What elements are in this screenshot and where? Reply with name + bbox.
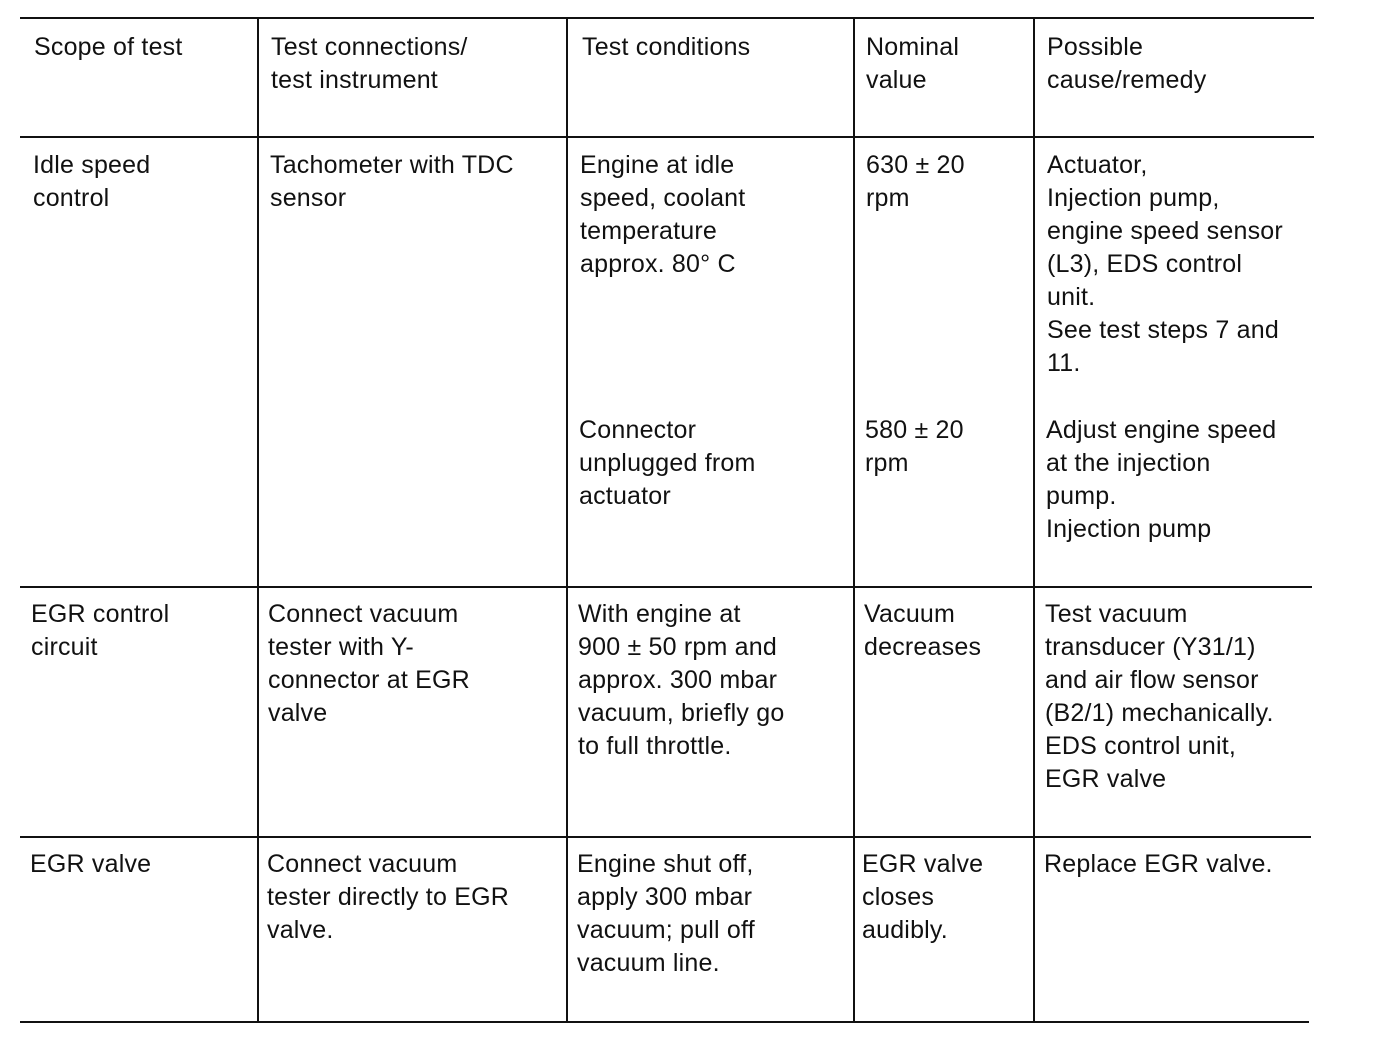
row-divider-2 xyxy=(20,836,1311,838)
row3-connections: Connect vacuum tester directly to EGR valve. xyxy=(267,850,509,944)
row1a-remedy: Actuator, Injection pump, engine speed sensor (L3), EDS control unit. See test steps 7 and 11. xyxy=(1047,151,1283,377)
row1-connections: Tachometer with TDC sensor xyxy=(270,151,514,212)
column-divider-4 xyxy=(1033,17,1035,1023)
row2-remedy: Test vacuum transducer (Y31/1) and air flow sensor (B2/1) mechanically. EDS control unit, EGR valve xyxy=(1045,600,1274,793)
table-bottom-rule xyxy=(20,1021,1309,1023)
row2-scope: EGR control circuit xyxy=(31,600,170,661)
header-bottom-rule xyxy=(20,136,1314,138)
row1b-conditions: Connector unplugged from actuator xyxy=(579,416,756,510)
row1b-remedy: Adjust engine speed at the injection pump. Injection pump xyxy=(1046,416,1277,543)
header-scope: Scope of test xyxy=(34,33,183,61)
row1b-nominal: 580 ± 20 rpm xyxy=(865,416,964,477)
header-connections: Test connections/ test instrument xyxy=(271,33,468,94)
row3-scope: EGR valve xyxy=(30,850,152,878)
column-divider-1 xyxy=(257,17,259,1023)
table-top-rule xyxy=(20,17,1314,19)
row1a-conditions: Engine at idle speed, coolant temperature approx. 80° C xyxy=(580,151,746,278)
row1a-nominal: 630 ± 20 rpm xyxy=(866,151,965,212)
column-divider-2 xyxy=(566,17,568,1023)
row2-connections: Connect vacuum tester with Y- connector at EGR valve xyxy=(268,600,470,727)
header-remedy: Possible cause/remedy xyxy=(1047,33,1207,94)
row2-nominal: Vacuum decreases xyxy=(864,600,982,661)
row1-scope: Idle speed control xyxy=(33,151,151,212)
row3-conditions: Engine shut off, apply 300 mbar vacuum; pull off vacuum line. xyxy=(577,850,755,977)
row3-remedy: Replace EGR valve. xyxy=(1044,850,1273,878)
row-divider-1 xyxy=(20,586,1312,588)
header-nominal: Nominal value xyxy=(866,33,960,94)
row2-conditions: With engine at 900 ± 50 rpm and approx. 300 mbar vacuum, briefly go to full throttle. xyxy=(578,600,785,760)
row3-nominal: EGR valve closes audibly. xyxy=(862,850,984,944)
header-conditions: Test conditions xyxy=(582,33,751,61)
column-divider-3 xyxy=(853,17,855,1023)
